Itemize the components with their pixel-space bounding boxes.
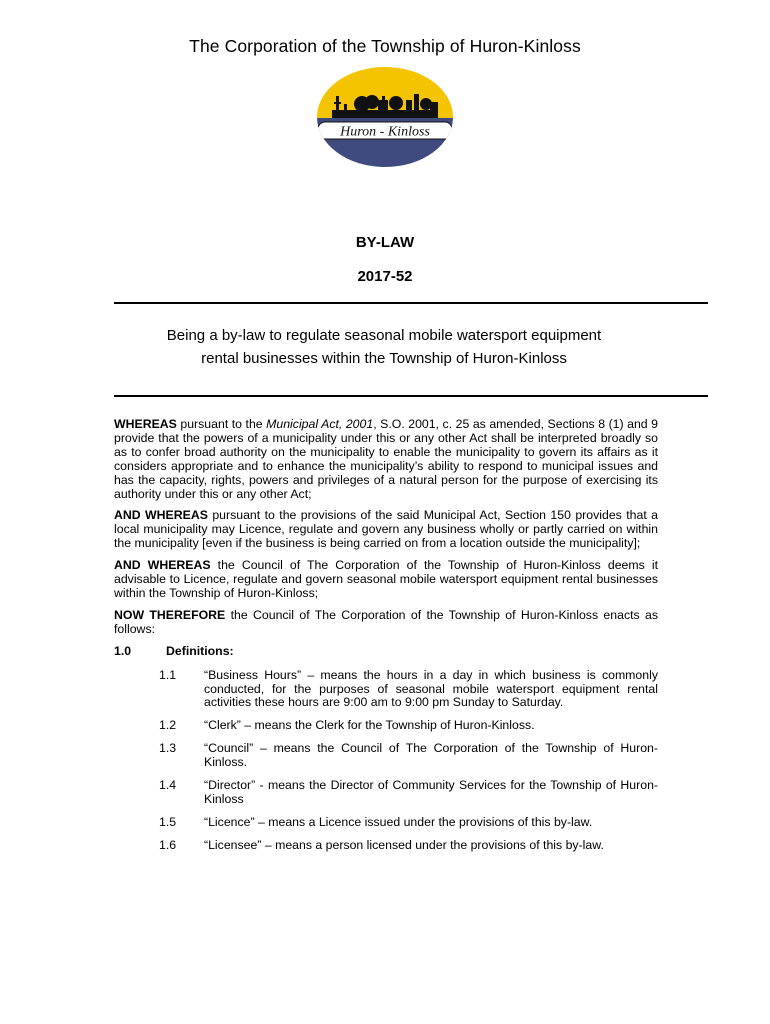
paragraph-lead: AND WHEREAS — [114, 508, 208, 523]
whereas-paragraph-2 — [114, 509, 658, 551]
definition-text: “Clerk” – means the Clerk for the Township of Huron-Kinloss. — [204, 718, 535, 733]
definition-number: 1.1 — [159, 667, 177, 682]
document-header-title: The Corporation of the Township of Huron-Kinloss — [189, 36, 581, 56]
whereas-paragraph-1 — [114, 418, 658, 501]
bylaw-label: BY-LAW — [355, 234, 415, 251]
logo-text: Huron - Kinloss — [340, 124, 430, 140]
definition-item — [114, 719, 658, 733]
therefore-paragraph — [114, 609, 658, 637]
paragraph-lead: NOW THEREFORE — [114, 607, 226, 622]
whereas-paragraph-3 — [114, 559, 658, 601]
act-name: Municipal Act, 2001 — [266, 417, 374, 431]
definition-item — [114, 816, 658, 830]
top-divider — [114, 302, 708, 304]
definition-item — [114, 742, 658, 770]
paragraph-text: the Council of The Corporation of the Township of Huron-Kinloss deems it advisable to Licence, regulate and govern seasonal mobile watersport equipment rental businesses within the Township of Huron-Kinloss; — [114, 558, 658, 600]
huron-kinloss-logo — [312, 66, 458, 168]
definition-item — [114, 779, 658, 807]
paragraph-lead: WHEREAS — [114, 417, 177, 431]
definition-item — [114, 839, 658, 853]
definition-text: “Business Hours” – means the hours in a day in which business is commonly conducted, for the purposes of seasonal mobile watersport equipment rental activities these hours are 9:00 am to 9:00 pm Sunday to Saturday. — [204, 667, 658, 710]
section-title: Definitions: — [166, 643, 234, 658]
paragraph-text: the Council of The Corporation of the Township of Huron-Kinloss enacts as follows: — [114, 607, 658, 636]
purpose-line-2: rental businesses within the Township of Huron-Kinloss — [201, 350, 567, 367]
purpose-line-1: Being a by-law to regulate seasonal mobile watersport equipment — [166, 327, 602, 344]
section-heading — [114, 645, 658, 659]
definition-text: “Licence” – means a Licence issued under the provisions of this by-law. — [204, 814, 593, 829]
section-number: 1.0 — [114, 643, 132, 658]
paragraph-text: pursuant to the provisions of the said Municipal Act, Section 150 provides that a local municipality may Licence, regulate and govern any business wholly or partly carried on within the municipality [even if the business is being carried on from a location outside the municipality]; — [114, 508, 658, 551]
bylaw-number: 2017-52 — [357, 268, 413, 285]
definition-text: “Director” - means the Director of Community Services for the Township of Huron-Kinloss — [204, 778, 658, 806]
definition-number: 1.5 — [159, 814, 177, 829]
definition-number: 1.2 — [159, 718, 177, 733]
definition-text: “Council” – means the Council of The Corporation of the Township of Huron-Kinloss. — [204, 741, 658, 770]
bylaw-purpose — [114, 324, 654, 370]
definition-item — [114, 669, 658, 711]
paragraph-text: pursuant to the — [176, 417, 267, 431]
paragraph-lead: AND WHEREAS — [114, 558, 211, 573]
definition-text: “Licensee” – means a person licensed under the provisions of this by-law. — [204, 837, 604, 852]
paragraph-text: , S.O. 2001, c. 25 as amended, Sections 8 (1) and 9 provide that the powers of a municipality under this or any other Act shall be interpreted broadly so as to confer broad authority on the municipality to enable the municipality to govern its affairs as it considers appropriate and to enhance the municipality’s ability to respond to municipal issues and has the capacity, rights, powers and privileges of a natural person for the purpose of exercising its authority under this or any other Act; — [114, 417, 658, 501]
bylaw-body — [114, 418, 658, 862]
definition-number: 1.6 — [159, 837, 177, 852]
definition-number: 1.4 — [159, 778, 177, 793]
definition-number: 1.3 — [159, 741, 177, 756]
bottom-divider — [114, 395, 708, 397]
